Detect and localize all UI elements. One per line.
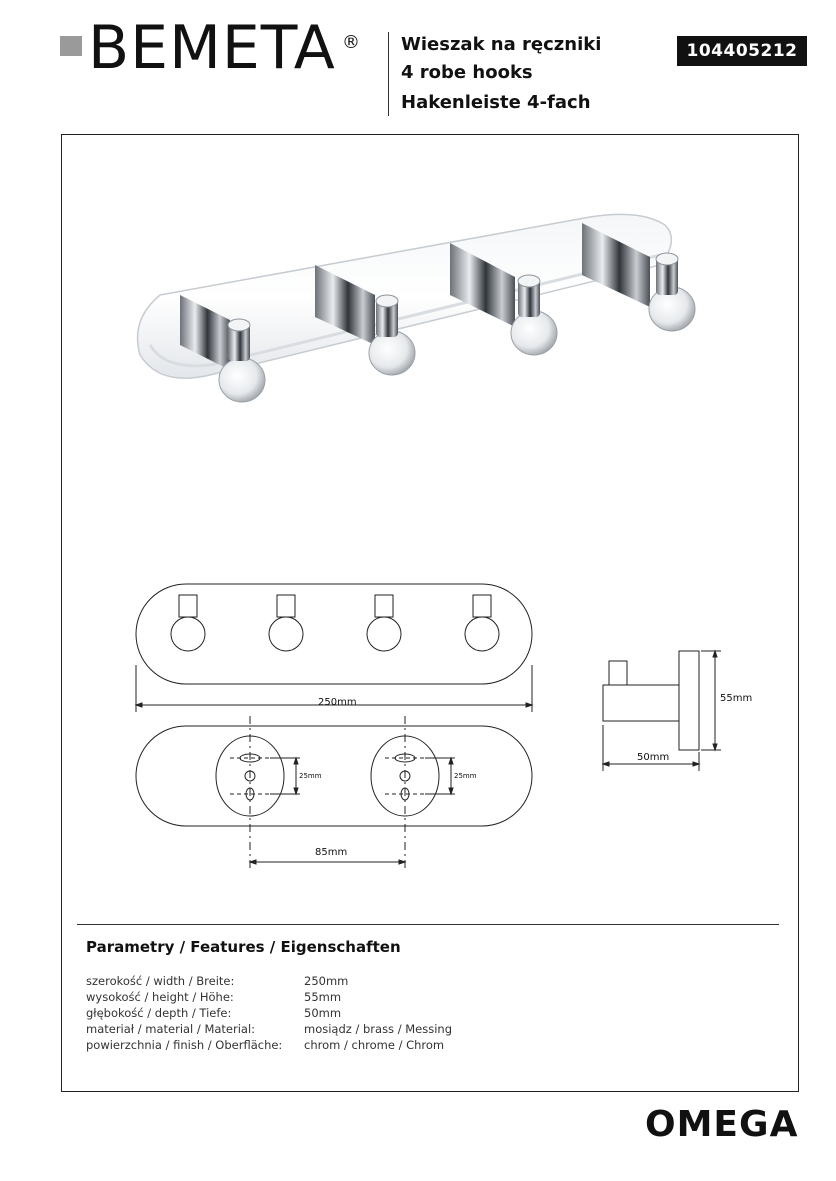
- header-divider: [388, 32, 389, 116]
- feature-row: [86, 990, 686, 1006]
- title-polish: Wieszak na ręczniki: [401, 34, 602, 55]
- hole-dimension-2: 25mm: [454, 772, 477, 780]
- registered-mark: ®: [342, 32, 360, 53]
- feature-value: 250mm: [304, 974, 349, 988]
- feature-value: mosiądz / brass / Messing: [304, 1022, 453, 1036]
- height-dimension: 55mm: [720, 693, 753, 704]
- drawing-hook-1: [171, 595, 205, 651]
- product-code: 104405212: [677, 36, 807, 66]
- features-separator: [77, 924, 779, 925]
- feature-label: powierzchnia / finish / Oberfläche:: [86, 1038, 283, 1052]
- feature-label: szerokość / width / Breite:: [86, 974, 235, 988]
- logo-mark: [60, 36, 82, 56]
- drawing-hook-3: [367, 595, 401, 651]
- feature-row: [86, 1038, 686, 1054]
- hole-dimension-1: 25mm: [299, 772, 322, 780]
- feature-row: [86, 1022, 686, 1038]
- feature-row: [86, 1006, 686, 1022]
- brand-logo: BEMETA: [88, 13, 336, 83]
- width-dimension: 250mm: [318, 697, 357, 708]
- drawing-hook-4: [465, 595, 499, 651]
- spacing-dimension: 85mm: [315, 847, 348, 858]
- feature-value: chrom / chrome / Chrom: [304, 1038, 445, 1052]
- product-photo: [120, 195, 720, 425]
- drawing-hook-2: [269, 595, 303, 651]
- feature-value: 55mm: [304, 990, 342, 1004]
- depth-dimension: 50mm: [637, 752, 670, 763]
- feature-value: 50mm: [304, 1006, 342, 1020]
- title-english: 4 robe hooks: [401, 62, 533, 83]
- feature-label: materiał / material / Material:: [86, 1022, 256, 1036]
- technical-drawing-front: [130, 580, 540, 880]
- feature-label: wysokość / height / Höhe:: [86, 990, 234, 1004]
- series-name: OMEGA: [645, 1104, 799, 1145]
- title-german: Hakenleiste 4-fach: [401, 92, 591, 113]
- feature-row: [86, 974, 686, 990]
- features-title: Parametry / Features / Eigenschaften: [86, 938, 401, 956]
- feature-label: głębokość / depth / Tiefe:: [86, 1006, 232, 1020]
